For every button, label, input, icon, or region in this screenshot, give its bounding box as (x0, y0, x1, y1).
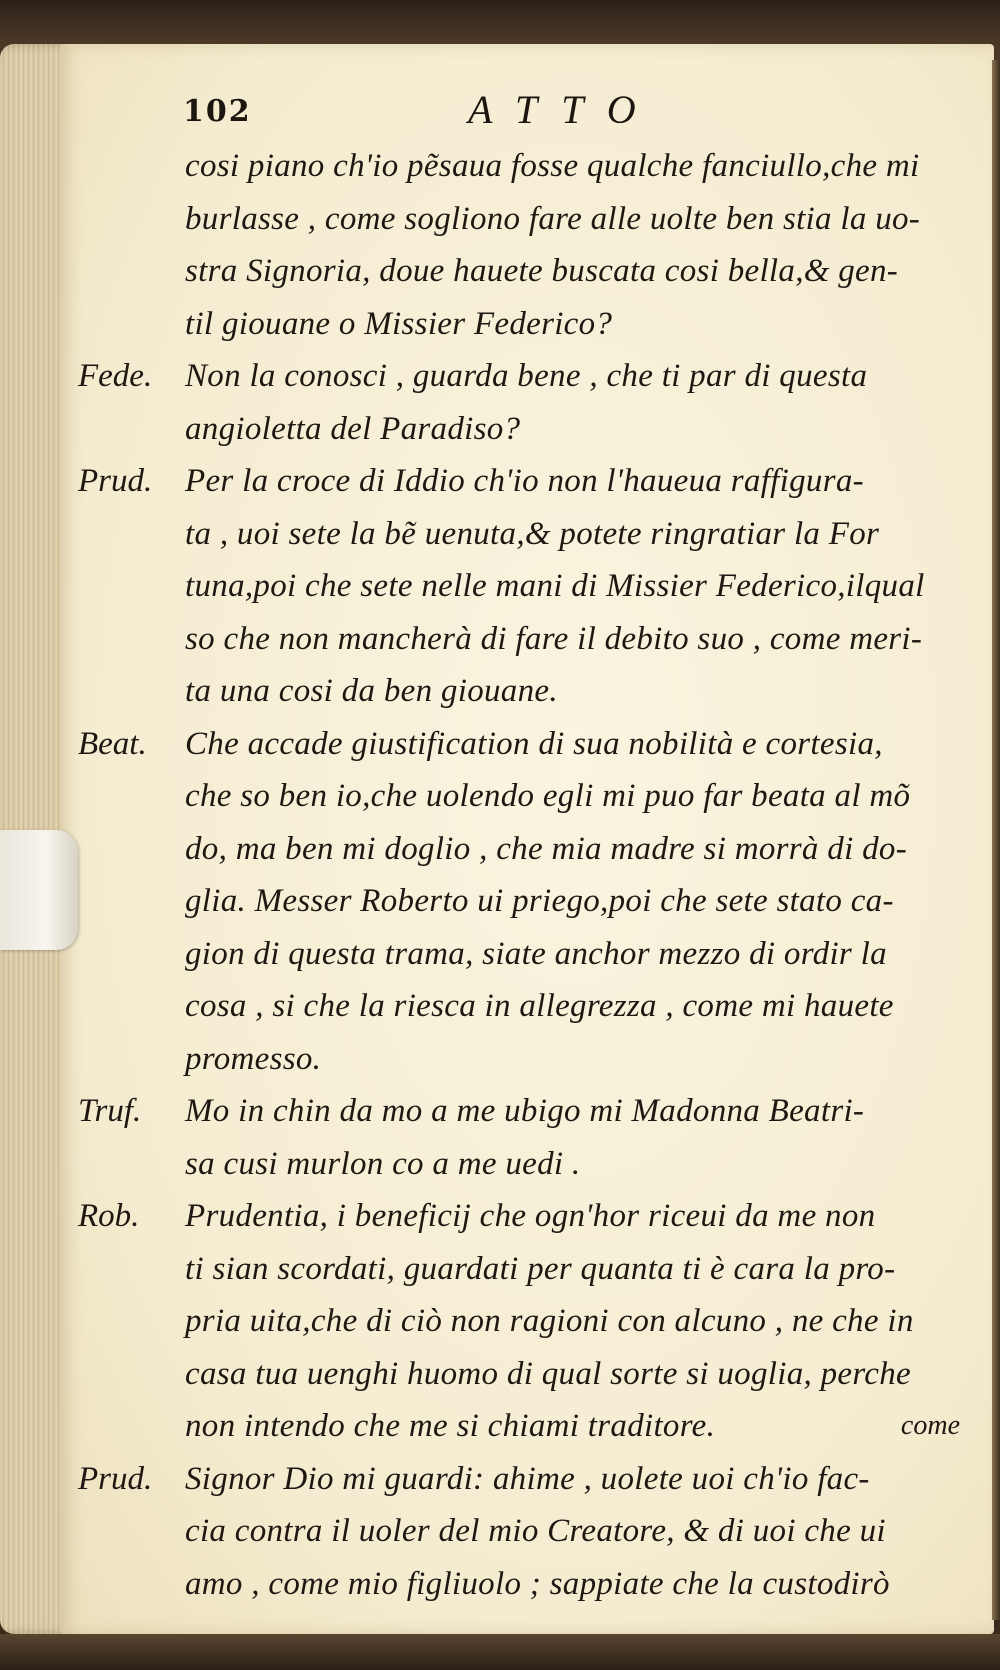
text-line (78, 1138, 978, 1191)
line-text: Per la croce di Iddio ch'io non l'haueua raffigura- (185, 463, 864, 499)
text-line (78, 560, 978, 613)
line-text: ta una cosi da ben giouane. (185, 673, 558, 709)
text-line (78, 140, 978, 193)
line-text: sa cusi murlon co a me uedi . (185, 1145, 581, 1182)
text-line (78, 193, 978, 246)
text-line (78, 1243, 978, 1296)
line-text: amo , come mio figliuolo ; sappiate che la custodirò (185, 1565, 890, 1602)
line-text: tuna,poi che sete nelle mani di Missier Federico,ilqual (185, 568, 925, 604)
line-text: ti sian scordati, guardati per quanta ti è cara la pro- (185, 1250, 896, 1287)
line-text: casa tua uenghi huomo di qual sorte si uoglia, perche (185, 1355, 911, 1392)
page-header (0, 84, 1000, 144)
speaker-label: Prud. (78, 463, 153, 499)
line-text: non intendo che me si chiami traditore. (185, 1408, 716, 1444)
text-line (78, 1400, 978, 1453)
text-line (78, 875, 978, 928)
text-line (78, 245, 978, 298)
text-line (78, 928, 978, 981)
text-line (78, 770, 978, 823)
page-tab-marker (0, 830, 78, 950)
text-line (78, 403, 978, 456)
catchword: come (900, 1410, 960, 1441)
text-line (78, 1085, 978, 1138)
speaker-label: Fede. (78, 358, 153, 394)
speaker-label: Beat. (78, 725, 147, 762)
page-number: 102 (183, 94, 252, 129)
text-line (78, 1453, 978, 1506)
line-text: Mo in chin da mo a me ubigo mi Madonna Beatri- (185, 1093, 865, 1129)
speaker-label: Rob. (78, 1198, 140, 1234)
text-line (78, 508, 978, 561)
line-text: so che non mancherà di fare il debito suo , come meri- (185, 620, 923, 657)
text-line (78, 1295, 978, 1348)
speaker-label: Prud. (78, 1460, 153, 1497)
text-line (78, 455, 978, 508)
text-line (78, 613, 978, 666)
line-text: til giouane o Missier Federico? (185, 305, 613, 342)
page-right-edge (992, 60, 1000, 1620)
book-bottom-edge (0, 1634, 1000, 1670)
line-text: ta , uoi sete la bẽ uenuta,& potete ringratiar la For (185, 515, 880, 552)
text-line (78, 1190, 978, 1243)
line-text: cosi piano ch'io pẽsaua fosse qualche fanciullo,che mi (185, 148, 920, 184)
text-line (78, 298, 978, 351)
running-head: ATTO (468, 87, 660, 132)
speaker-label: Truf. (78, 1093, 142, 1129)
text-line (78, 1033, 978, 1086)
line-text: promesso. (185, 1040, 322, 1077)
text-line (78, 1558, 978, 1611)
line-text: angioletta del Paradiso? (185, 410, 521, 447)
text-line (78, 665, 978, 718)
line-text: cosa , si che la riesca in allegrezza , come mi hauete (185, 988, 894, 1024)
line-text: Non la conosci , guarda bene , che ti par di questa (185, 358, 868, 394)
text-line (78, 1505, 978, 1558)
dialogue-text (78, 140, 978, 1610)
line-text: Che accade giustification di sua nobilità e cortesia, (185, 725, 883, 762)
line-text: glia. Messer Roberto ui priego,poi che sete stato ca- (185, 883, 894, 919)
text-line (78, 1348, 978, 1401)
line-text: cia contra il uoler del mio Creatore, & di uoi che ui (185, 1513, 886, 1549)
line-text: gion di questa trama, siate anchor mezzo di ordir la (185, 935, 887, 972)
line-text: burlasse , come sogliono fare alle uolte ben stia la uo- (185, 200, 921, 237)
line-text: stra Signoria, doue hauete buscata cosi bella,& gen- (185, 253, 899, 289)
text-line (78, 350, 978, 403)
text-line (78, 718, 978, 771)
line-text: pria uita,che di ciò non ragioni con alcuno , ne che in (185, 1303, 914, 1339)
text-line (78, 823, 978, 876)
line-text: Signor Dio mi guardi: ahime , uolete uoi ch'io fac- (185, 1460, 870, 1497)
line-text: do, ma ben mi doglio , che mia madre si morrà di do- (185, 830, 907, 867)
line-text: che so ben io,che uolendo egli mi puo far beata al mõ (185, 778, 911, 814)
line-text: Prudentia, i beneficij che ogn'hor riceui da me non (185, 1198, 876, 1234)
text-line (78, 980, 978, 1033)
